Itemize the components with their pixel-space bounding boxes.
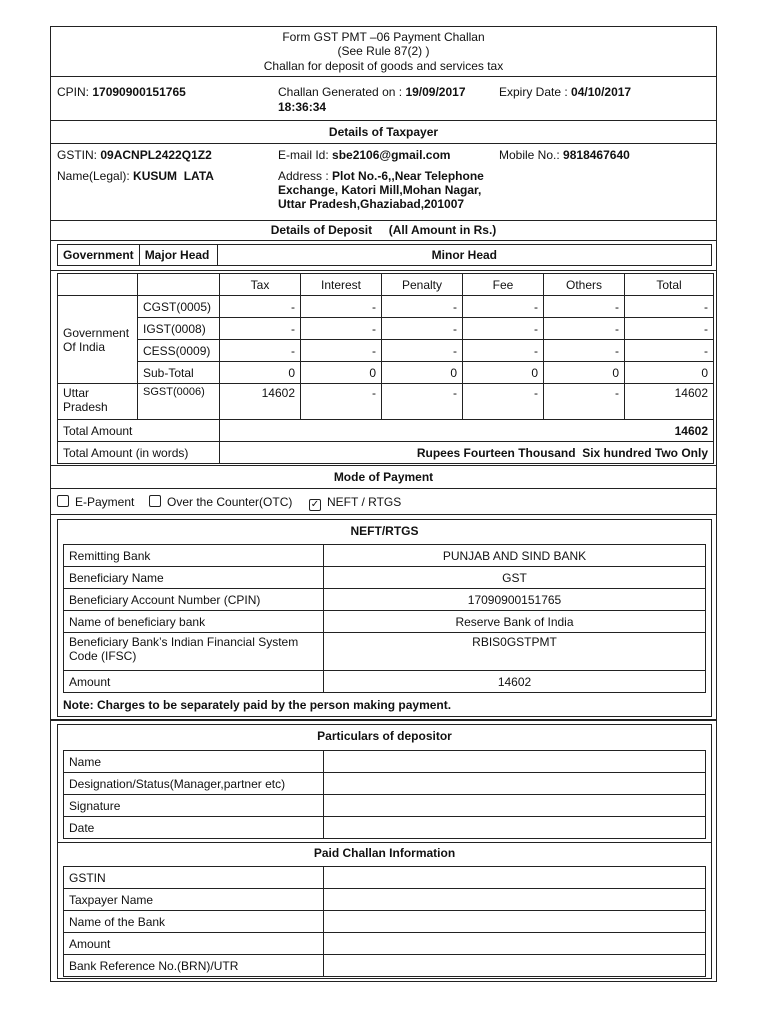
address-line-2: Exchange, Katori Mill,Mohan Nagar, bbox=[278, 183, 482, 197]
neft-block bbox=[57, 519, 712, 717]
payment-mode-options bbox=[51, 489, 716, 515]
section-divider bbox=[51, 719, 716, 721]
address: Address : Plot No.-6,,Near Telephone bbox=[278, 169, 484, 183]
ifsc-value: RBIS0GSTPMT bbox=[324, 633, 706, 671]
depositor-title: Particulars of depositor bbox=[317, 729, 452, 743]
form-subtitle: Challan for deposit of goods and services tax bbox=[263, 59, 504, 73]
email-value: sbe2106@gmail.com bbox=[332, 148, 451, 162]
mobile-value: 9818467640 bbox=[563, 148, 630, 162]
major-head: CESS(0009) bbox=[138, 340, 220, 362]
depositor-table bbox=[63, 750, 706, 839]
otc-checkbox[interactable] bbox=[149, 495, 161, 507]
legal-name: Name(Legal): KUSUM LATA bbox=[57, 169, 214, 183]
col-total: Total bbox=[625, 274, 714, 296]
table-row: Government Of India CGST(0005) - - - - - - bbox=[58, 296, 714, 318]
col-tax: Tax bbox=[220, 274, 301, 296]
payment-mode-title: Mode of Payment bbox=[333, 470, 434, 484]
table-row: GSTIN bbox=[64, 867, 706, 889]
total-amount-label: Total Amount bbox=[58, 420, 220, 442]
cpin-row bbox=[51, 77, 716, 121]
col-interest: Interest bbox=[301, 274, 382, 296]
cpin-value: 17090900151765 bbox=[92, 85, 186, 99]
table-row: Amount bbox=[64, 933, 706, 955]
gov-india-cell: Government Of India bbox=[58, 296, 138, 384]
head-government: Government bbox=[58, 245, 140, 266]
total-words-label: Total Amount (in words) bbox=[58, 442, 220, 464]
table-row: Uttar Pradesh SGST(0006) 14602 - - - - 14602 bbox=[58, 384, 714, 420]
depositor-signature-field bbox=[324, 795, 706, 817]
beneficiary-account-value: 17090900151765 bbox=[324, 589, 706, 611]
challan-form bbox=[50, 26, 717, 982]
neft-table bbox=[63, 544, 706, 693]
head-minor: Minor Head bbox=[217, 245, 711, 266]
neft-amount-value: 14602 bbox=[324, 671, 706, 693]
table-header-row bbox=[58, 274, 714, 296]
cpin: CPIN: 17090900151765 bbox=[57, 85, 186, 99]
table-row: Beneficiary Name GST bbox=[64, 567, 706, 589]
remitting-bank-value: PUNJAB AND SIND BANK bbox=[324, 545, 706, 567]
beneficiary-name-value: GST bbox=[324, 567, 706, 589]
epayment-option[interactable]: E-Payment bbox=[57, 495, 134, 509]
paid-challan-title: Paid Challan Information bbox=[313, 846, 456, 860]
major-head: SGST(0006) bbox=[138, 384, 220, 420]
depositor-name-field bbox=[324, 751, 706, 773]
deposit-table-area bbox=[51, 271, 716, 465]
depositor-designation-field bbox=[324, 773, 706, 795]
table-row: IGST(0008) - - - - - - bbox=[58, 318, 714, 340]
otc-option[interactable]: Over the Counter(OTC) bbox=[149, 495, 292, 509]
major-head: CGST(0005) bbox=[138, 296, 220, 318]
table-row: CESS(0009) - - - - - - bbox=[58, 340, 714, 362]
neft-option[interactable]: ✓ NEFT / RTGS bbox=[310, 495, 402, 510]
table-row: Sub-Total 0 0 0 0 0 0 bbox=[58, 362, 714, 384]
gstin: GSTIN: 09ACNPL2422Q1Z2 bbox=[57, 148, 212, 162]
table-row: Amount 14602 bbox=[64, 671, 706, 693]
neft-title: NEFT/RTGS bbox=[350, 524, 419, 538]
major-head: Sub-Total bbox=[138, 362, 220, 384]
form-header bbox=[51, 27, 716, 77]
legal-name-value: KUSUM LATA bbox=[133, 169, 214, 183]
col-penalty: Penalty bbox=[382, 274, 463, 296]
address-line-3: Uttar Pradesh,Ghaziabad,201007 bbox=[278, 197, 465, 211]
table-row: Name of the Bank bbox=[64, 911, 706, 933]
email: E-mail Id: sbe2106@gmail.com bbox=[278, 148, 451, 162]
form-rule: (See Rule 87(2) ) bbox=[337, 44, 430, 58]
head-band bbox=[51, 241, 716, 271]
table-row: Beneficiary Bank’s Indian Financial System Code (IFSC) RBIS0GSTPMT bbox=[64, 633, 706, 671]
mobile: Mobile No.: 9818467640 bbox=[499, 148, 630, 162]
head-major: Major Head bbox=[139, 245, 217, 266]
form-title: Form GST PMT –06 Payment Challan bbox=[282, 30, 485, 44]
table-row: Signature bbox=[64, 795, 706, 817]
table-row: Designation/Status(Manager,partner etc) bbox=[64, 773, 706, 795]
total-words-row bbox=[58, 442, 714, 464]
table-row: Bank Reference No.(BRN)/UTR bbox=[64, 955, 706, 977]
address-line-1: Plot No.-6,,Near Telephone bbox=[332, 169, 484, 183]
table-row: Taxpayer Name bbox=[64, 889, 706, 911]
taxpayer-section-title: Details of Taxpayer bbox=[328, 125, 439, 139]
head-table bbox=[57, 244, 712, 266]
total-amount-value: 14602 bbox=[220, 420, 714, 442]
deposit-table bbox=[57, 273, 714, 464]
depositor-block bbox=[57, 724, 712, 979]
table-row: Beneficiary Account Number (CPIN) 17090900151765 bbox=[64, 589, 706, 611]
state-cell: Uttar Pradesh bbox=[58, 384, 138, 420]
taxpayer-details bbox=[51, 144, 716, 221]
depositor-date-field bbox=[324, 817, 706, 839]
table-row: Name bbox=[64, 751, 706, 773]
total-words-value: Rupees Fourteen Thousand Six hundred Two Only bbox=[220, 442, 714, 464]
total-amount-row bbox=[58, 420, 714, 442]
deposit-section-title: Details of Deposit (All Amount in Rs.) bbox=[270, 223, 497, 237]
payment-mode-title-row bbox=[51, 465, 716, 489]
neft-checkbox-checked[interactable]: ✓ bbox=[310, 499, 320, 510]
expiry-date: Expiry Date : 04/10/2017 bbox=[499, 85, 632, 99]
deposit-title-row bbox=[51, 221, 716, 241]
paid-challan-table bbox=[63, 866, 706, 977]
table-row: Name of beneficiary bank Reserve Bank of India bbox=[64, 611, 706, 633]
epayment-checkbox[interactable] bbox=[57, 495, 69, 507]
charges-note: Note: Charges to be separately paid by the person making payment. bbox=[63, 698, 452, 712]
taxpayer-title-row bbox=[51, 121, 716, 144]
expiry-value: 04/10/2017 bbox=[571, 85, 632, 99]
col-fee: Fee bbox=[463, 274, 544, 296]
table-row: Date bbox=[64, 817, 706, 839]
generated-time: 18:36:34 bbox=[278, 100, 327, 114]
beneficiary-bank-value: Reserve Bank of India bbox=[324, 611, 706, 633]
major-head: IGST(0008) bbox=[138, 318, 220, 340]
generated-date: 19/09/2017 bbox=[405, 85, 466, 99]
gstin-value: 09ACNPL2422Q1Z2 bbox=[100, 148, 212, 162]
col-others: Others bbox=[544, 274, 625, 296]
divider bbox=[58, 842, 711, 843]
table-row: Remitting Bank PUNJAB AND SIND BANK bbox=[64, 545, 706, 567]
generated-on: Challan Generated on : 19/09/2017 bbox=[278, 85, 466, 99]
